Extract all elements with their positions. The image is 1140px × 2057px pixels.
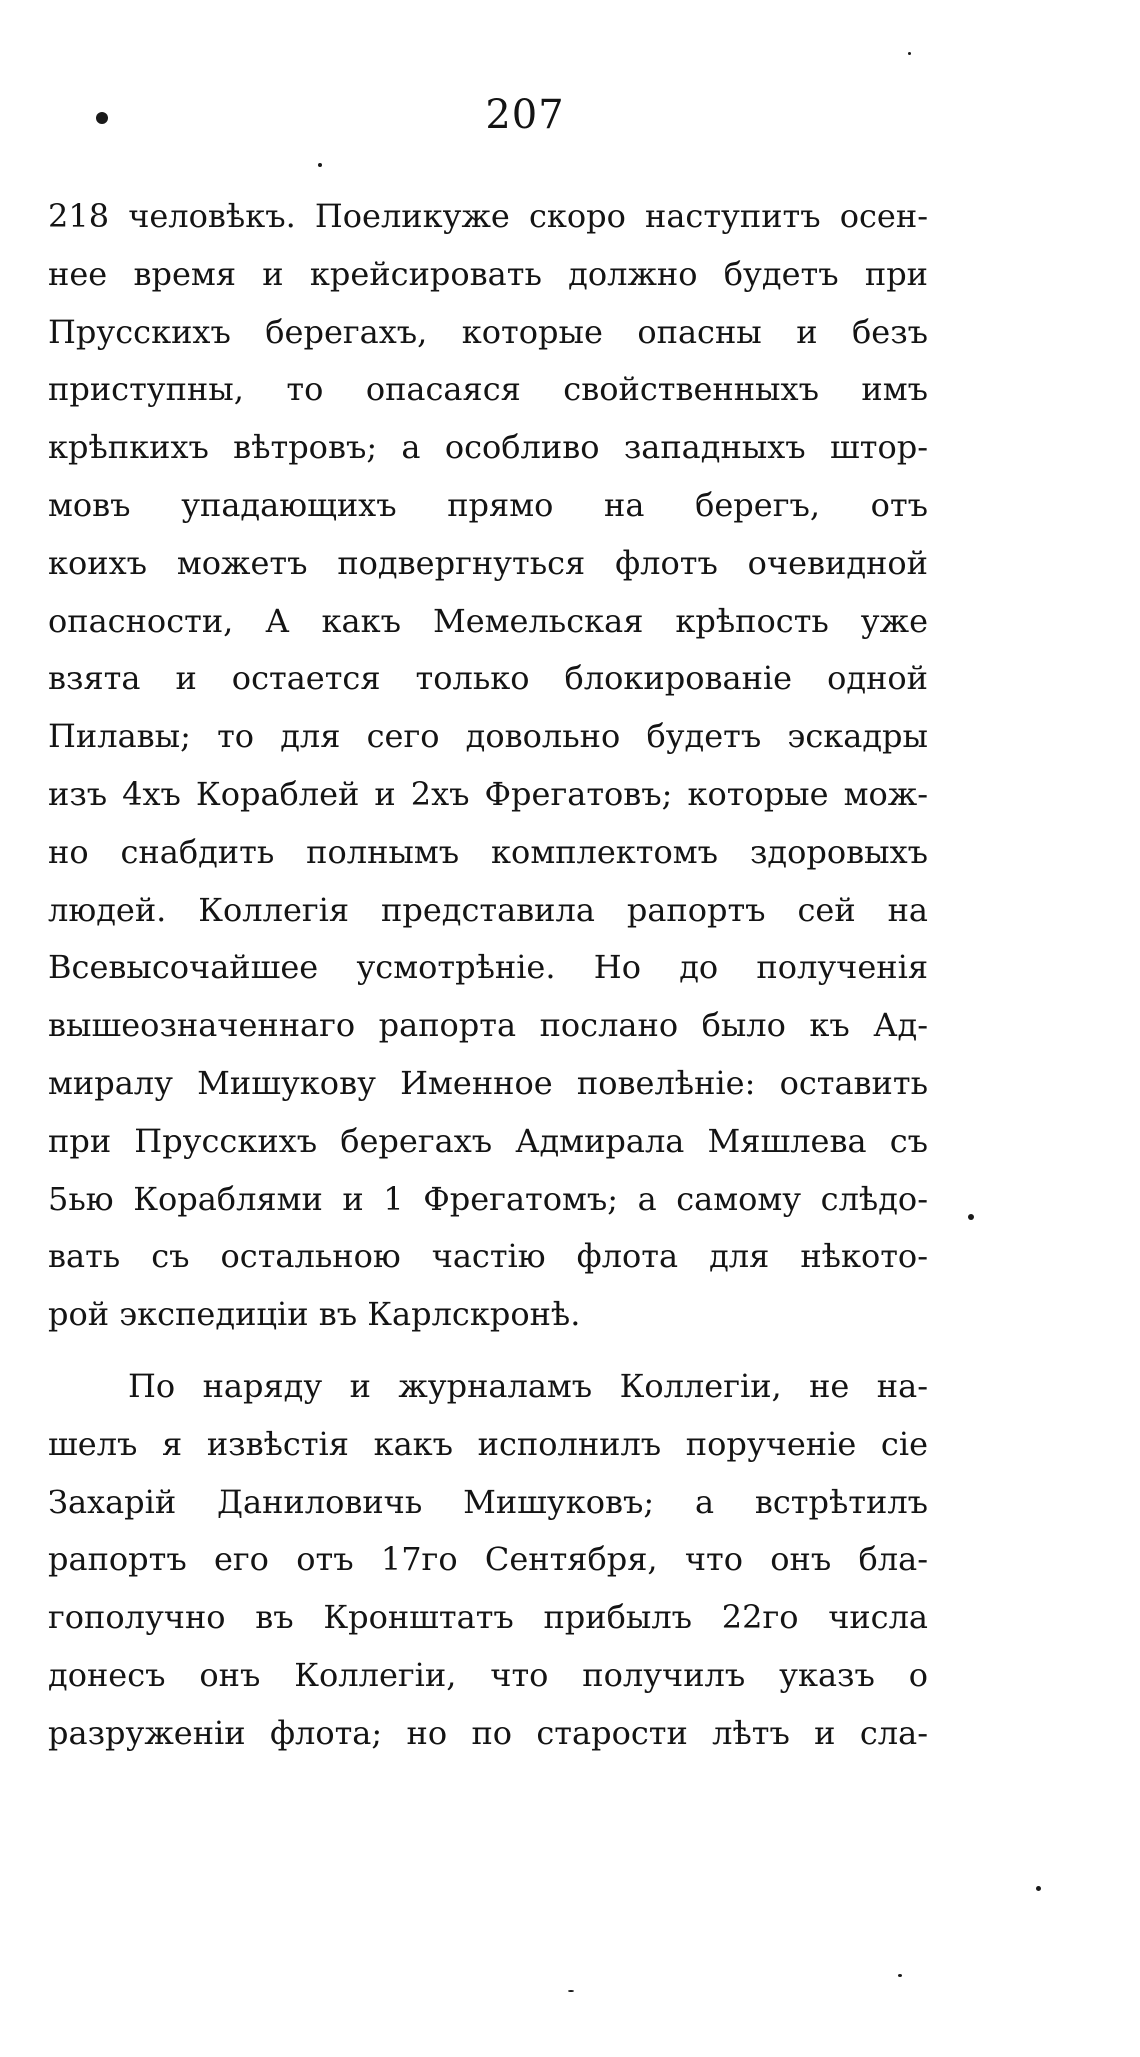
text-line: взята и остается только блокированіе одной [48, 659, 928, 698]
scan-speck [1036, 1886, 1041, 1891]
paragraph-2 [48, 1358, 928, 1763]
text-line: Прусскихъ берегахъ, которые опасны и безъ [48, 312, 928, 351]
page-number: 207 [485, 92, 565, 138]
text-line: крѣпкихъ вѣтровъ; а особливо западныхъ штор- [48, 428, 928, 467]
text-line: Пилавы; то для сего довольно будетъ эскадры [48, 717, 928, 756]
scan-speck [908, 52, 911, 55]
text-line: при Прусскихъ берегахъ Адмирала Мяшлева съ [48, 1121, 928, 1160]
text-line: рапортъ его отъ 17го Сентября, что онъ бла- [48, 1540, 928, 1579]
scan-speck [318, 163, 322, 167]
text-line: 5ью Кораблями и 1 Фрегатомъ; а самому слѣдо- [48, 1179, 928, 1218]
text-line: шелъ я извѣстія какъ исполнилъ порученіе сіе [48, 1424, 928, 1463]
text-line: миралу Мишукову Именное повелѣніе: оставить [48, 1063, 928, 1102]
text-line: нее время и крейсировать должно будетъ при [48, 254, 928, 293]
text-line: Захарій Даниловичь Мишуковъ; а встрѣтилъ [48, 1482, 928, 1521]
paragraph-1 [48, 188, 928, 1344]
text-line: По наряду и журналамъ Коллегіи, не на- [128, 1366, 928, 1405]
text-line: вать съ остальною частію флота для нѣкото- [48, 1237, 928, 1276]
text-line: рой экспедиціи въ Карлскронѣ. [48, 1295, 581, 1334]
paragraph-gap [48, 1344, 928, 1358]
scan-speck [96, 112, 108, 124]
text-line: изъ 4хъ Кораблей и 2хъ Фрегатовъ; которые мож- [48, 774, 928, 813]
scan-speck [968, 1214, 974, 1220]
page-text [48, 188, 928, 1763]
text-line: гополучно въ Кронштатъ прибылъ 22го числа [48, 1598, 928, 1637]
text-line: но снабдить полнымъ комплектомъ здоровыхъ [48, 832, 928, 871]
text-line: людей. Коллегія представила рапортъ сей на [48, 890, 928, 929]
text-line: мовъ упадающихъ прямо на берегъ, отъ [48, 485, 928, 524]
text-line: коихъ можетъ подвергнуться флотъ очевидной [48, 543, 928, 582]
scan-speck [568, 1990, 574, 1992]
text-line: опасности, А какъ Мемельская крѣпость уже [48, 601, 928, 640]
text-line: 218 человѣкъ. Поеликуже скоро наступитъ осен- [48, 197, 928, 235]
text-line: Всевысочайшее усмотрѣніе. Но до полученія [48, 948, 928, 987]
text-line: приступны, то опасаяся свойственныхъ имъ [48, 370, 928, 409]
scan-speck [898, 1974, 902, 1977]
text-line: донесъ онъ Коллегіи, что получилъ указъ о [48, 1655, 928, 1694]
text-line: разруженіи флота; но по старости лѣтъ и сла- [48, 1713, 928, 1752]
text-line: вышеозначеннаго рапорта послано было къ Ад- [48, 1006, 928, 1045]
